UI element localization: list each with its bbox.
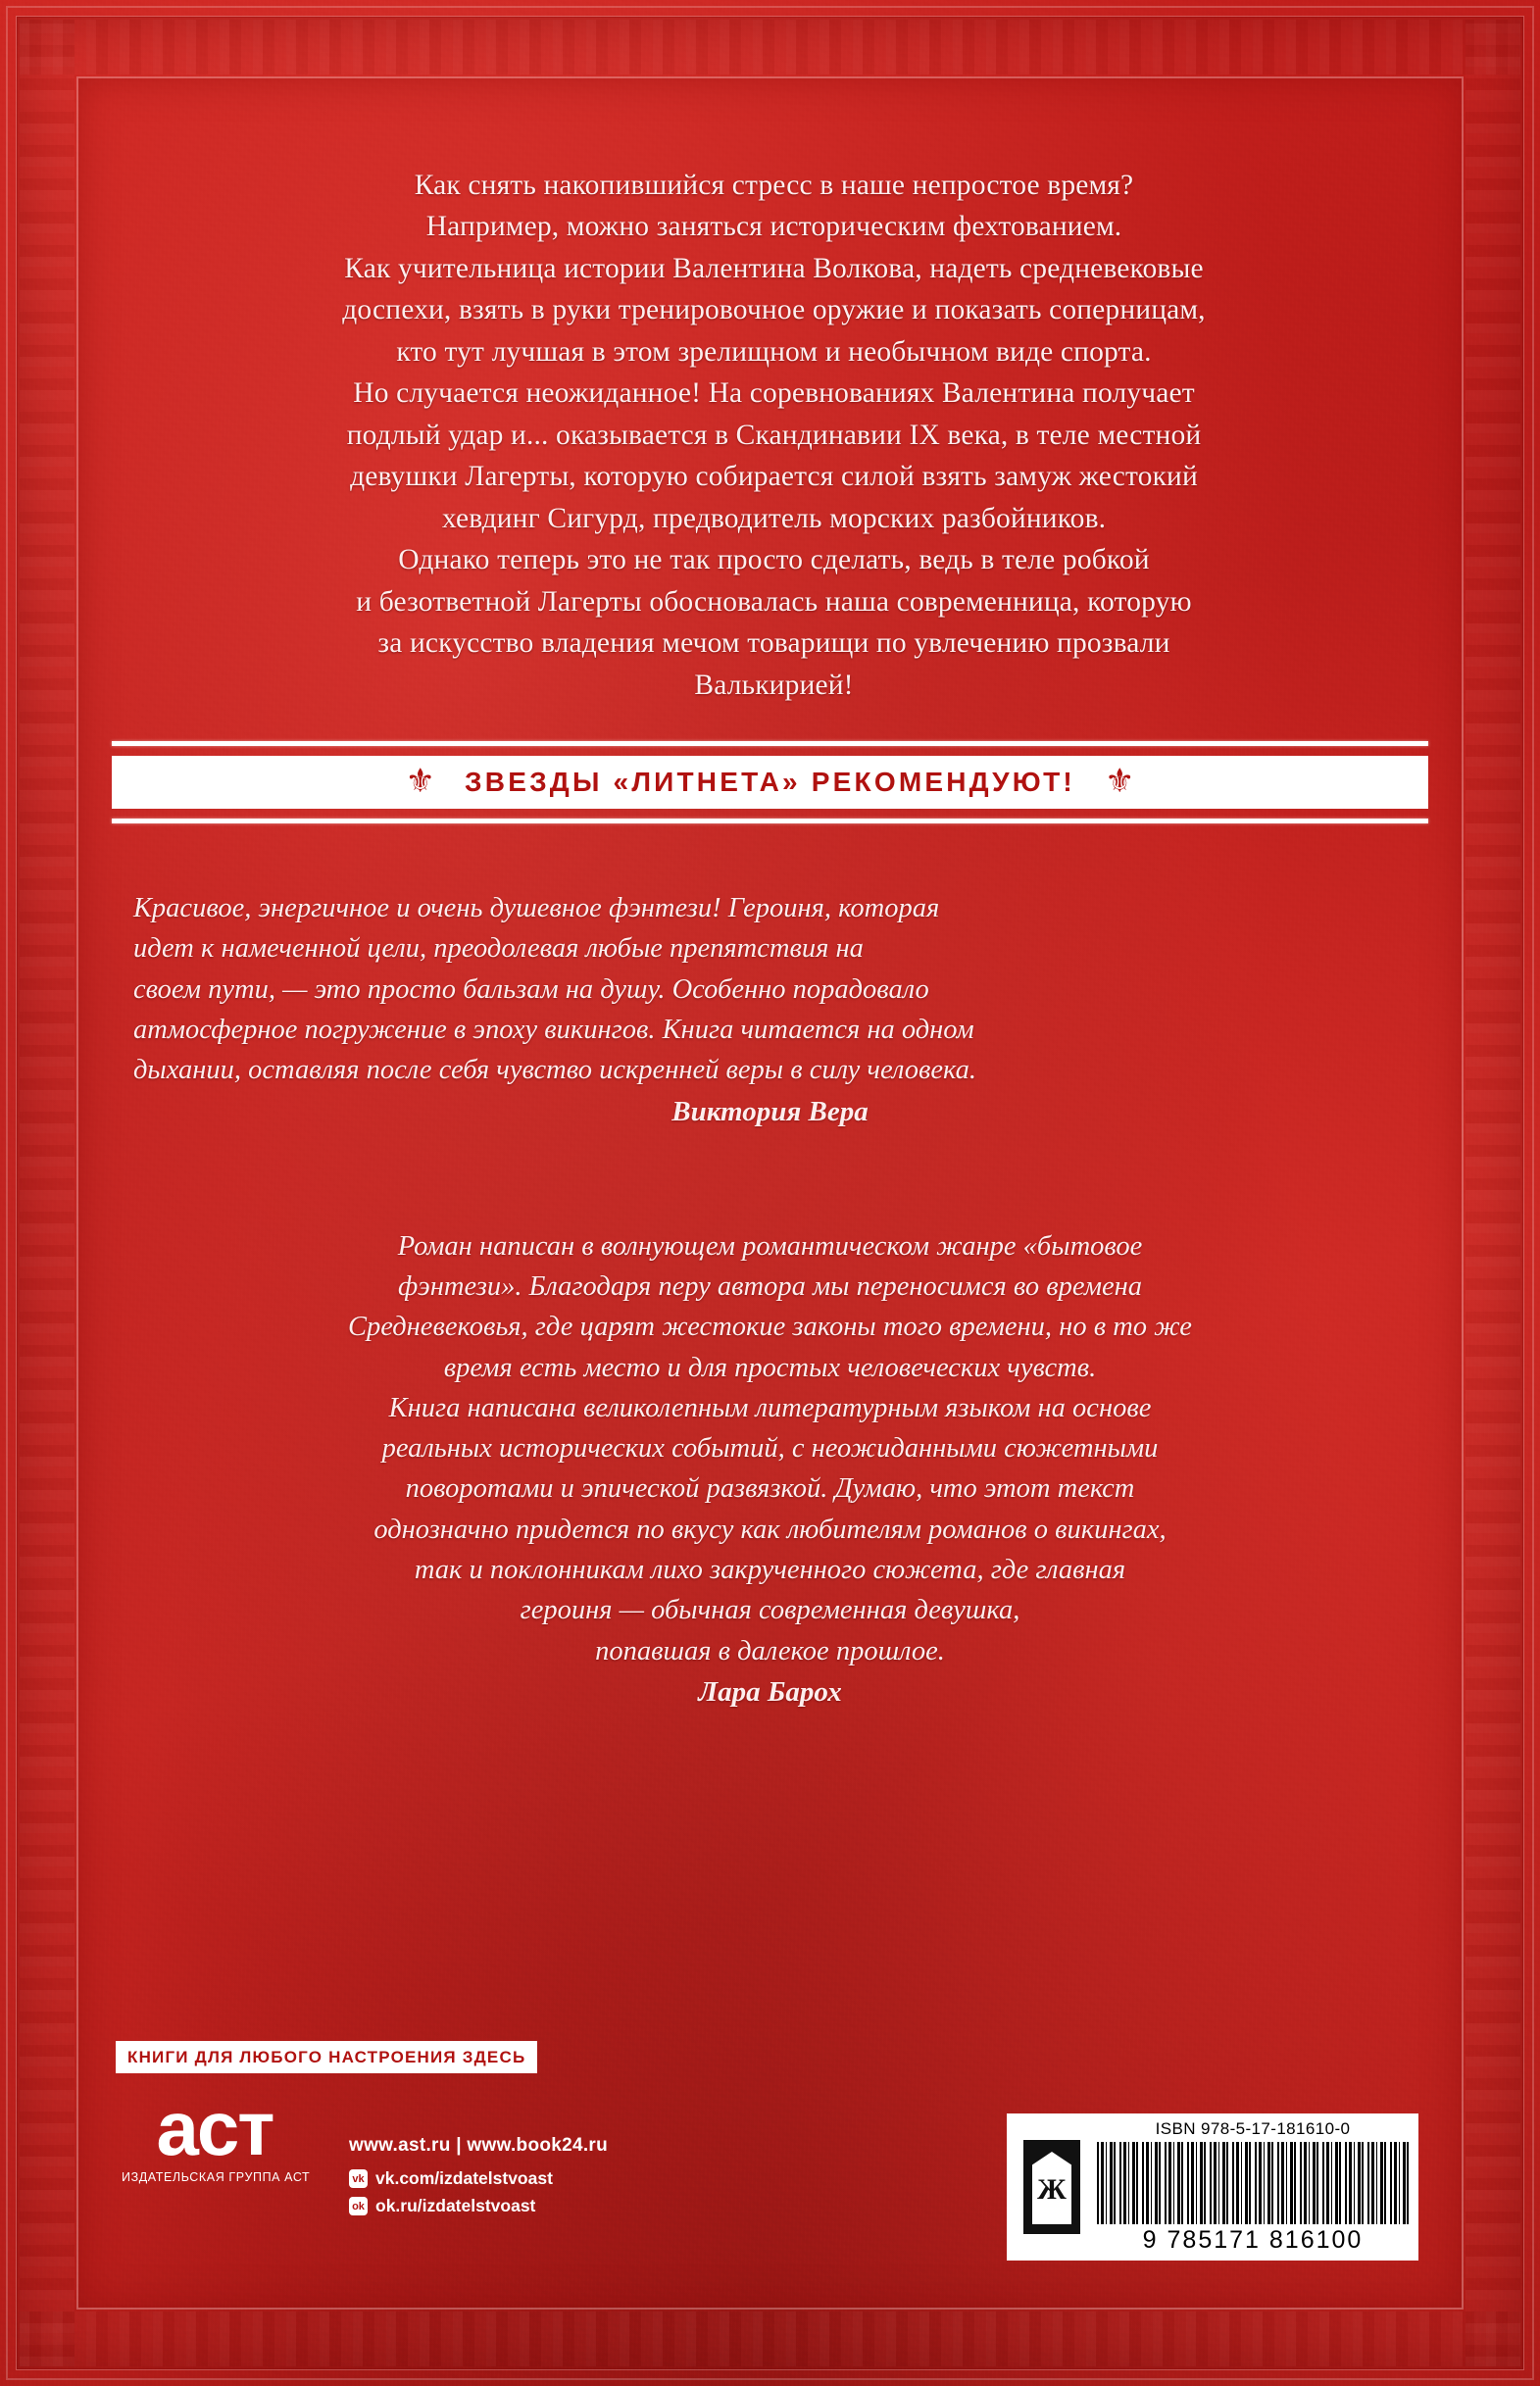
review-line: время есть место и для простых человеческих чувств. — [443, 1352, 1097, 1383]
review-block — [133, 1226, 1407, 1713]
review-line: фэнтези». Благодаря перу автора мы переносимся во времена — [397, 1270, 1143, 1302]
blurb-line: за искусство владения мечом товарищи по увлечению прозвали — [377, 627, 1170, 660]
review-line: идет к намеченной цели, преодолевая любые препятствия на — [133, 933, 864, 965]
review-line: Средневековья, где царят жестокие законы того времени, но в то же — [348, 1312, 1192, 1343]
review-line: однозначно придется по вкусу как любителям романов о викингах, — [373, 1514, 1167, 1545]
banner-rule-bottom — [112, 819, 1428, 823]
review-line: попавшая в далекое прошлое. — [595, 1635, 945, 1666]
publisher-links — [349, 2135, 608, 2223]
publisher-footer — [116, 2041, 1432, 2286]
blurb-line: хевдинг Сигурд, предводитель морских разбойников. — [441, 502, 1107, 534]
banner-rule-top — [112, 741, 1428, 746]
publisher-logo — [122, 2085, 311, 2185]
fleur-de-lis-icon: ⚜ — [1104, 764, 1135, 800]
blurb-text — [153, 165, 1395, 706]
fleur-de-lis-icon: ⚜ — [405, 764, 436, 800]
blurb-line: и безответной Лагерты обосновалась наша современница, которую — [356, 585, 1192, 618]
review-line: так и поклонникам лихо закрученного сюжета, где главная — [414, 1555, 1126, 1586]
website-links[interactable]: www.ast.ru | www.book24.ru — [349, 2135, 609, 2156]
barcode-digits: 9 785171 816100 — [1142, 2226, 1364, 2254]
reviews-section — [133, 888, 1407, 1713]
blurb-line: подлый удар и... оказывается в Скандинавии IX века, в теле местной — [346, 419, 1202, 451]
review-line: атмосферное погружение в эпоху викингов. Книга читается на одном — [133, 1014, 974, 1045]
blurb-line: Как учительница истории Валентина Волкова, надеть средневековые — [344, 252, 1204, 284]
review-line: Роман написан в волнующем романтическом жанре «бытовое — [397, 1230, 1143, 1262]
social-link-ok[interactable] — [349, 2196, 608, 2216]
review-line: Красивое, энергичное и очень душевное фэнтези! Героиня, которая — [133, 893, 940, 923]
blurb-line: Как снять накопившийся стресс в наше непростое время? — [414, 170, 1134, 201]
review-author: Виктория Вера — [671, 1095, 869, 1127]
blurb-line: Однако теперь это не так просто сделать, ведь в теле робкой — [398, 544, 1150, 576]
banner-label: ЗВЕЗДЫ «ЛИТНЕТА» РЕКОМЕНДУЮТ! — [465, 767, 1075, 797]
blurb-line: кто тут лучшая в этом зрелищном и необычном виде спорта. — [396, 335, 1152, 368]
blurb-line: Например, можно заняться историческим фехтованием. — [425, 211, 1122, 243]
recommendation-banner — [112, 741, 1428, 823]
blurb-line: Валькирией! — [694, 669, 854, 701]
publisher-name: ИЗДАТЕЛЬСКАЯ ГРУППА АСТ — [122, 2170, 311, 2185]
review-line: своем пути, — это просто бальзам на душу. Особенно порадовало — [133, 973, 929, 1005]
lantern-emblem-icon — [1007, 2113, 1097, 2261]
review-line: поворотами и эпической развязкой. Думаю, что этот текст — [405, 1473, 1135, 1505]
review-line: реальных исторических событий, с неожиданными сюжетными — [381, 1433, 1159, 1465]
social-link-label: vk.com/izdatelstvoast — [375, 2168, 553, 2188]
social-link-vk[interactable] — [349, 2168, 608, 2189]
isbn-barcode-block — [1007, 2113, 1418, 2261]
isbn-label: ISBN 978-5-17-181610-0 — [1155, 2119, 1351, 2138]
review-line: героиня — обычная современная девушка, — [520, 1595, 1020, 1626]
review-block — [133, 888, 1407, 1132]
ok-icon: ok — [349, 2197, 368, 2215]
cover-content — [94, 94, 1446, 2292]
vk-icon: vk — [349, 2169, 368, 2188]
review-line: Книга написана великолепным литературным языком на основе — [388, 1392, 1152, 1423]
review-line: дыхании, оставляя после себя чувство искренней веры в силу человека. — [133, 1055, 977, 1086]
barcode-bars — [1097, 2142, 1409, 2224]
review-author: Лара Барох — [698, 1676, 842, 1709]
blurb-line: девушки Лагерты, которую собирается силой взять замуж жестокий — [350, 461, 1198, 493]
blurb-line: Но случается неожиданное! На соревнованиях Валентина получает — [353, 377, 1195, 410]
blurb-line: доспехи, взять в руки тренировочное оружие и показать соперницам, — [342, 294, 1206, 326]
banner-bar — [112, 756, 1428, 809]
ast-logo-icon: аст — [156, 2085, 273, 2171]
social-link-label: ok.ru/izdatelstvoast — [375, 2196, 536, 2215]
publisher-tagline: КНИГИ ДЛЯ ЛЮБОГО НАСТРОЕНИЯ ЗДЕСЬ — [116, 2041, 537, 2073]
barcode-area — [1097, 2113, 1418, 2261]
